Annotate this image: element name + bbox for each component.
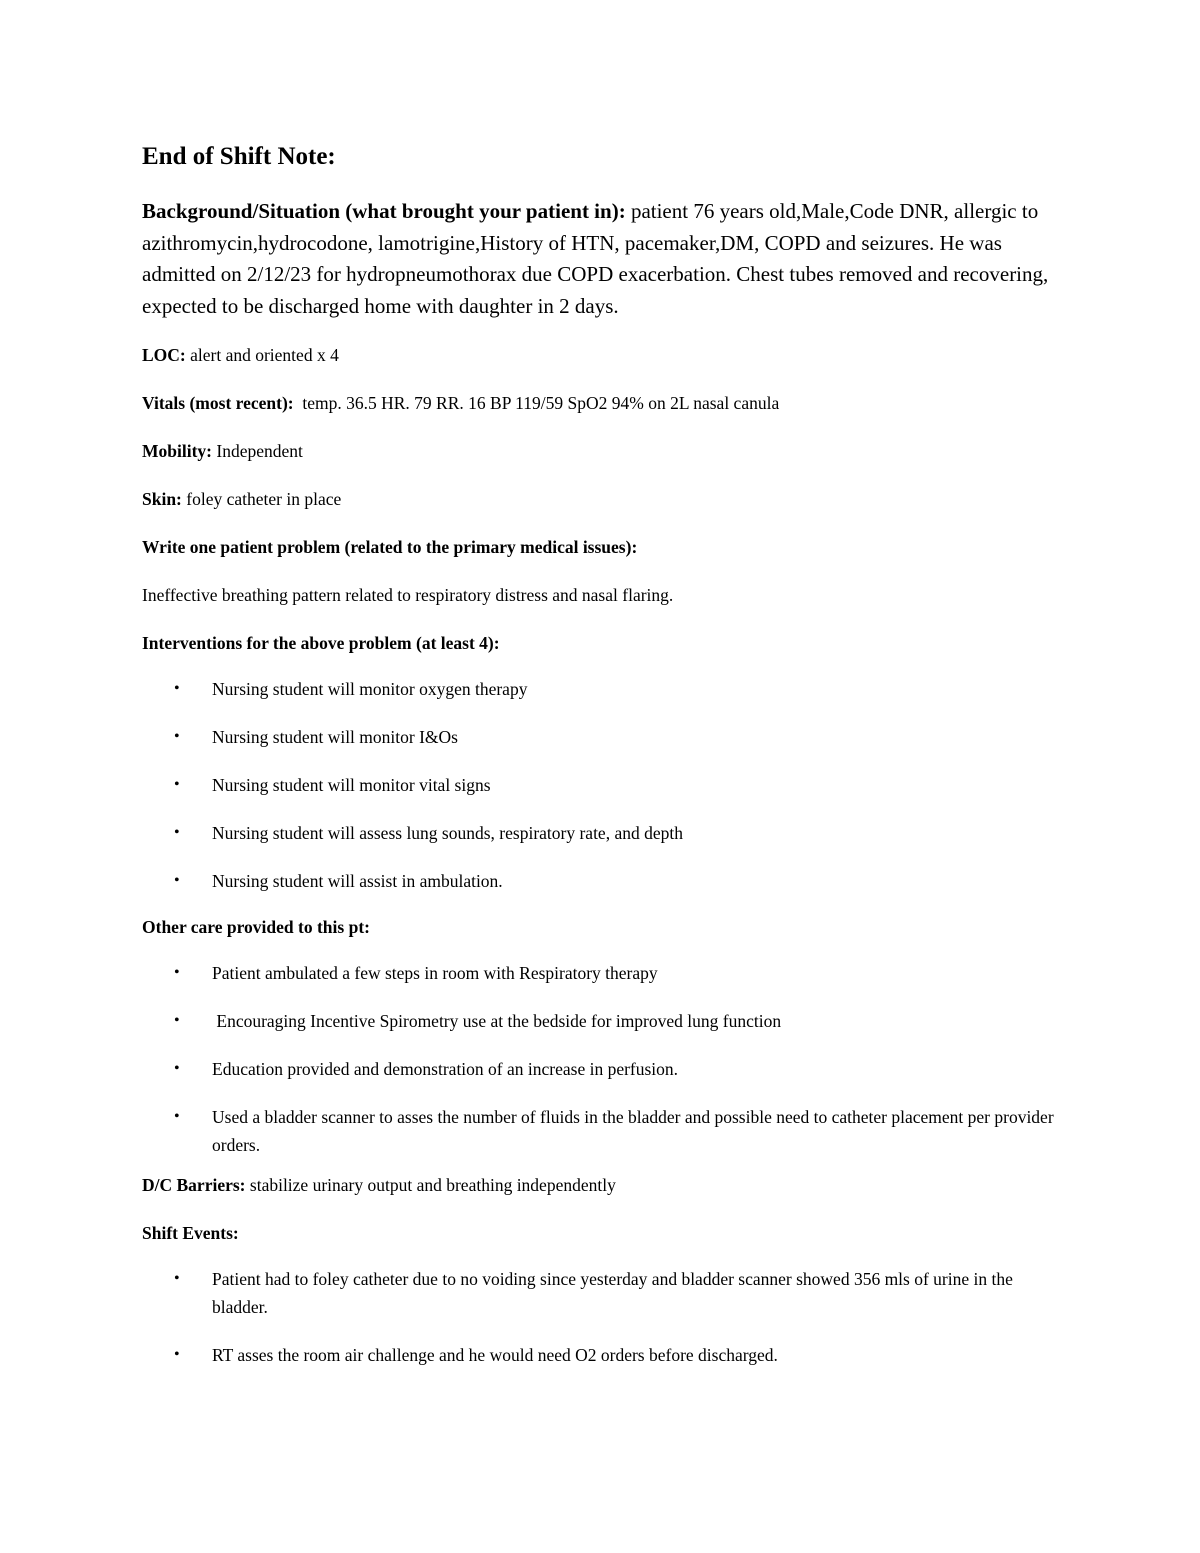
interventions-list bbox=[142, 675, 1062, 895]
loc-text: alert and oriented x 4 bbox=[185, 345, 339, 365]
list-item: • RT asses the room air challenge and he would need O2 orders before discharged. bbox=[142, 1341, 1062, 1369]
vitals-section bbox=[142, 391, 1062, 415]
list-item: • Nursing student will monitor I&Os bbox=[142, 723, 1062, 751]
skin-text: foley catheter in place bbox=[181, 489, 342, 509]
document-page bbox=[142, 140, 1062, 1389]
list-item: • Nursing student will monitor oxygen therapy bbox=[142, 675, 1062, 703]
bullet-icon: • bbox=[174, 1270, 180, 1287]
background-text: patient 76 years old,Male,Code DNR, allergic to azithromycin,hydrocodone, lamotrigine,History of HTN, pacemaker,DM, COPD and seizures. He was admitted on 2/12/23 for hydropneumothorax due COPD exacerbation. Chest tubes removed and recovering, expected to be discharged home with daughter in 2 days. bbox=[142, 199, 1049, 318]
bullet-icon: • bbox=[174, 776, 180, 793]
skin-label: Skin: bbox=[142, 489, 182, 509]
problem-label: Write one patient problem (related to the primary medical issues): bbox=[142, 537, 638, 557]
dc-barriers-section bbox=[142, 1173, 1062, 1197]
mobility-section bbox=[142, 439, 1062, 463]
dc-barriers-label: D/C Barriers: bbox=[142, 1175, 246, 1195]
loc-section bbox=[142, 343, 1062, 367]
list-item: • Used a bladder scanner to asses the number of fluids in the bladder and possible need to catheter placement per provider orders. bbox=[142, 1103, 1062, 1159]
mobility-label: Mobility: bbox=[142, 441, 212, 461]
bullet-icon: • bbox=[174, 1060, 180, 1077]
bullet-icon: • bbox=[174, 824, 180, 841]
vitals-text: temp. 36.5 HR. 79 RR. 16 BP 119/59 SpO2 94% on 2L nasal canula bbox=[293, 393, 780, 413]
other-care-list bbox=[142, 959, 1062, 1159]
bullet-icon: • bbox=[174, 680, 180, 697]
list-item: • Nursing student will assess lung sounds, respiratory rate, and depth bbox=[142, 819, 1062, 847]
list-item: • Encouraging Incentive Spirometry use at the bedside for improved lung function bbox=[142, 1007, 1062, 1035]
other-care-label: Other care provided to this pt: bbox=[142, 917, 370, 937]
dc-barriers-text: stabilize urinary output and breathing independently bbox=[245, 1175, 616, 1195]
mobility-text: Independent bbox=[212, 441, 303, 461]
list-item: • Nursing student will assist in ambulation. bbox=[142, 867, 1062, 895]
shift-events-label: Shift Events: bbox=[142, 1223, 239, 1243]
loc-label: LOC: bbox=[142, 345, 186, 365]
bullet-icon: • bbox=[174, 964, 180, 981]
shift-events-list bbox=[142, 1265, 1062, 1369]
problem-text: Ineffective breathing pattern related to respiratory distress and nasal flaring. bbox=[142, 585, 674, 605]
skin-section bbox=[142, 487, 1062, 511]
list-item: • Patient had to foley catheter due to no voiding since yesterday and bladder scanner showed 356 mls of urine in the bladder. bbox=[142, 1265, 1062, 1321]
bullet-icon: • bbox=[174, 1012, 180, 1029]
interventions-label: Interventions for the above problem (at least 4): bbox=[142, 633, 500, 653]
bullet-icon: • bbox=[174, 1108, 180, 1125]
bullet-icon: • bbox=[174, 1346, 180, 1363]
background-label: Background/Situation (what brought your patient in): bbox=[142, 199, 626, 223]
bullet-icon: • bbox=[174, 872, 180, 889]
page-title: End of Shift Note: bbox=[142, 143, 336, 170]
list-item: • Education provided and demonstration of an increase in perfusion. bbox=[142, 1055, 1062, 1083]
list-item: • Nursing student will monitor vital signs bbox=[142, 771, 1062, 799]
list-item: • Patient ambulated a few steps in room with Respiratory therapy bbox=[142, 959, 1062, 987]
vitals-label: Vitals (most recent): bbox=[142, 393, 294, 413]
bullet-icon: • bbox=[174, 728, 180, 745]
background-section bbox=[142, 196, 1062, 322]
